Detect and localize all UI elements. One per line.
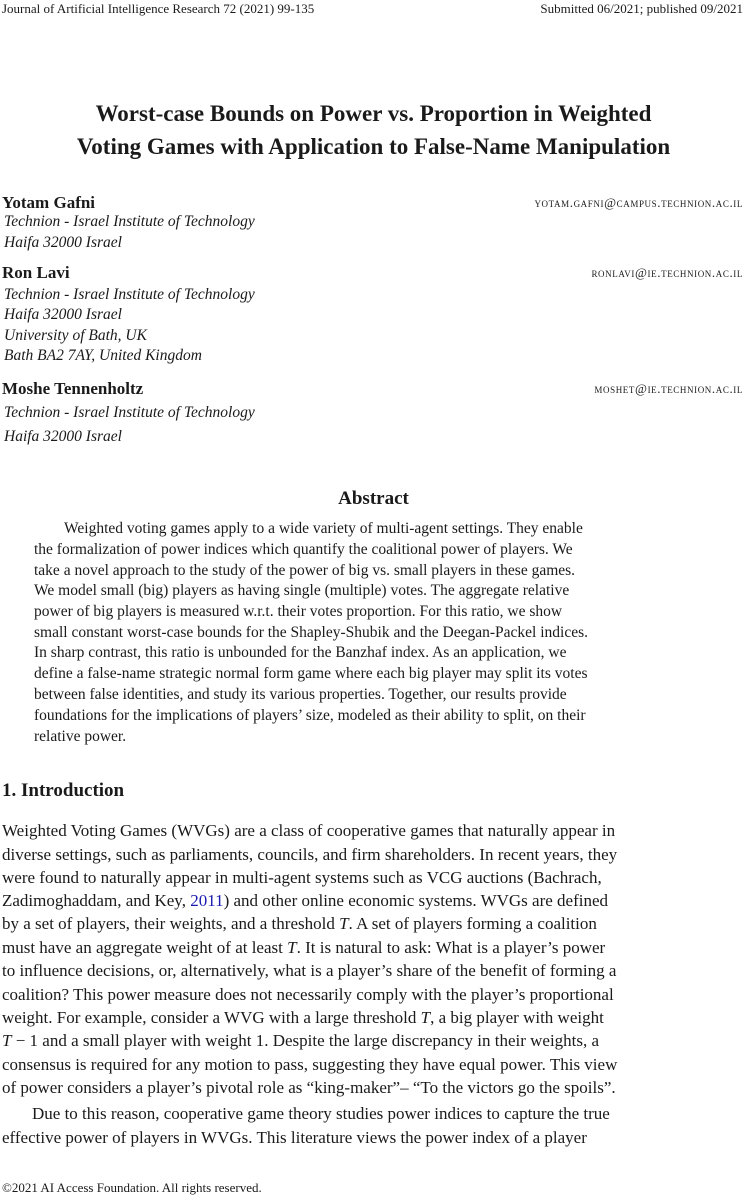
author-affiliation-line: Technion - Israel Institute of Technology bbox=[4, 404, 255, 421]
body-line: Due to this reason, cooperative game theory studies power indices to capture the true bbox=[32, 1104, 610, 1123]
author-affiliation-line: University of Bath, UK bbox=[4, 327, 147, 344]
math-symbol: T bbox=[287, 938, 297, 957]
journal-header: Journal of Artificial Intelligence Research 72 (2021) 99-135 bbox=[2, 1, 315, 16]
abstract-line: power of big players is measured w.r.t. their votes proportion. For this ratio, we show bbox=[34, 603, 563, 620]
author-name: Yotam Gafni bbox=[2, 193, 96, 212]
title-line-2: Voting Games with Application to False-Name Manipulation bbox=[76, 134, 671, 159]
paper-title bbox=[0, 97, 747, 163]
math-symbol: T bbox=[420, 1008, 431, 1027]
body-line bbox=[2, 1008, 604, 1028]
abstract-line: In sharp contrast, this ratio is unbounded for the Banzhaf index. As an application, we bbox=[34, 644, 567, 661]
body-line: to influence decisions, or, alternatively, what is a player’s share of the benefit of forming a bbox=[2, 961, 617, 980]
math-symbol: T bbox=[339, 914, 349, 933]
author-email[interactable]: ronlavi@ie.technion.ac.il bbox=[591, 265, 743, 280]
abstract-line: between false identities, and study its various properties. Together, our results provide bbox=[34, 686, 567, 703]
body-text: by a set of players, their weights, and a threshold bbox=[2, 914, 340, 933]
author-email[interactable]: moshet@ie.technion.ac.il bbox=[594, 381, 743, 396]
body-text: − 1 and a small player with weight 1. Despite the large discrepancy in their weights, a bbox=[11, 1031, 600, 1050]
body-text: ) and other online economic systems. WVGs are defined bbox=[223, 891, 609, 910]
author-email[interactable]: yotam.gafni@campus.technion.ac.il bbox=[534, 195, 743, 210]
author-affiliation-line: Haifa 32000 Israel bbox=[4, 428, 122, 445]
body-line bbox=[2, 914, 597, 934]
body-line: coalition? This power measure does not necessarily comply with the player’s proportional bbox=[2, 985, 614, 1004]
author-affiliation-line: Haifa 32000 Israel bbox=[4, 306, 122, 323]
abstract-line: We model small (big) players as having single (multiple) votes. The aggregate relative bbox=[34, 582, 570, 599]
body-text: weight. For example, consider a WVG with a large threshold bbox=[2, 1008, 421, 1027]
title-line-1: Worst-case Bounds on Power vs. Proportion in Weighted bbox=[95, 101, 652, 126]
author-affiliation-line: Technion - Israel Institute of Technology bbox=[4, 286, 255, 303]
abstract-line: foundations for the implications of players’ size, modeled as their ability to split, on their bbox=[34, 707, 586, 724]
body-text: Zadimoghaddam, and Key, bbox=[2, 891, 191, 910]
body-line bbox=[2, 891, 608, 911]
math-symbol: T bbox=[2, 1031, 12, 1050]
body-line: consensus is required for any motion to pass, suggesting they have equal power. This view bbox=[2, 1055, 618, 1074]
abstract-line: define a false-name strategic normal form game where each big player may split its votes bbox=[34, 665, 588, 682]
abstract-heading: Abstract bbox=[338, 488, 409, 509]
author-affiliation-line: Haifa 32000 Israel bbox=[4, 234, 122, 251]
body-text: , a big player with weight bbox=[430, 1008, 604, 1027]
submission-dates: Submitted 06/2021; published 09/2021 bbox=[540, 1, 743, 16]
body-line bbox=[2, 1031, 599, 1051]
abstract-line: Weighted voting games apply to a wide variety of multi-agent settings. They enable bbox=[64, 520, 583, 537]
body-text: must have an aggregate weight of at least bbox=[2, 938, 288, 957]
author-affiliation-line: Technion - Israel Institute of Technology bbox=[4, 213, 255, 230]
copyright-footer: ©2021 AI Access Foundation. All rights reserved. bbox=[2, 1180, 262, 1195]
author-name: Moshe Tennenholtz bbox=[2, 379, 144, 398]
author-affiliation-line: Bath BA2 7AY, United Kingdom bbox=[4, 347, 202, 364]
body-text: . It is natural to ask: What is a player’s power bbox=[296, 938, 606, 957]
author-name: Ron Lavi bbox=[2, 263, 70, 282]
abstract-line: small constant worst-case bounds for the Shapley-Shubik and the Deegan-Packel indices. bbox=[34, 624, 588, 641]
section-heading: 1. Introduction bbox=[2, 780, 125, 801]
body-line bbox=[2, 938, 605, 958]
body-line: of power considers a player’s pivotal role as “king-maker”– “To the victors go the spoils”. bbox=[2, 1078, 616, 1097]
abstract-line: relative power. bbox=[34, 728, 127, 745]
abstract-line: take a novel approach to the study of the power of big vs. small players in these games. bbox=[34, 562, 576, 579]
body-line: Weighted Voting Games (WVGs) are a class of cooperative games that naturally appear in bbox=[2, 821, 616, 840]
body-line: were found to naturally appear in multi-agent systems such as VCG auctions (Bachrach, bbox=[2, 868, 602, 887]
body-line: effective power of players in WVGs. This literature views the power index of a player bbox=[2, 1128, 587, 1147]
citation-link[interactable]: 2011 bbox=[190, 891, 224, 910]
body-text: . A set of players forming a coalition bbox=[348, 914, 597, 933]
body-line: diverse settings, such as parliaments, councils, and firm shareholders. In recent years, they bbox=[2, 845, 618, 864]
abstract-line: the formalization of power indices which quantify the coalitional power of players. We bbox=[34, 541, 573, 558]
